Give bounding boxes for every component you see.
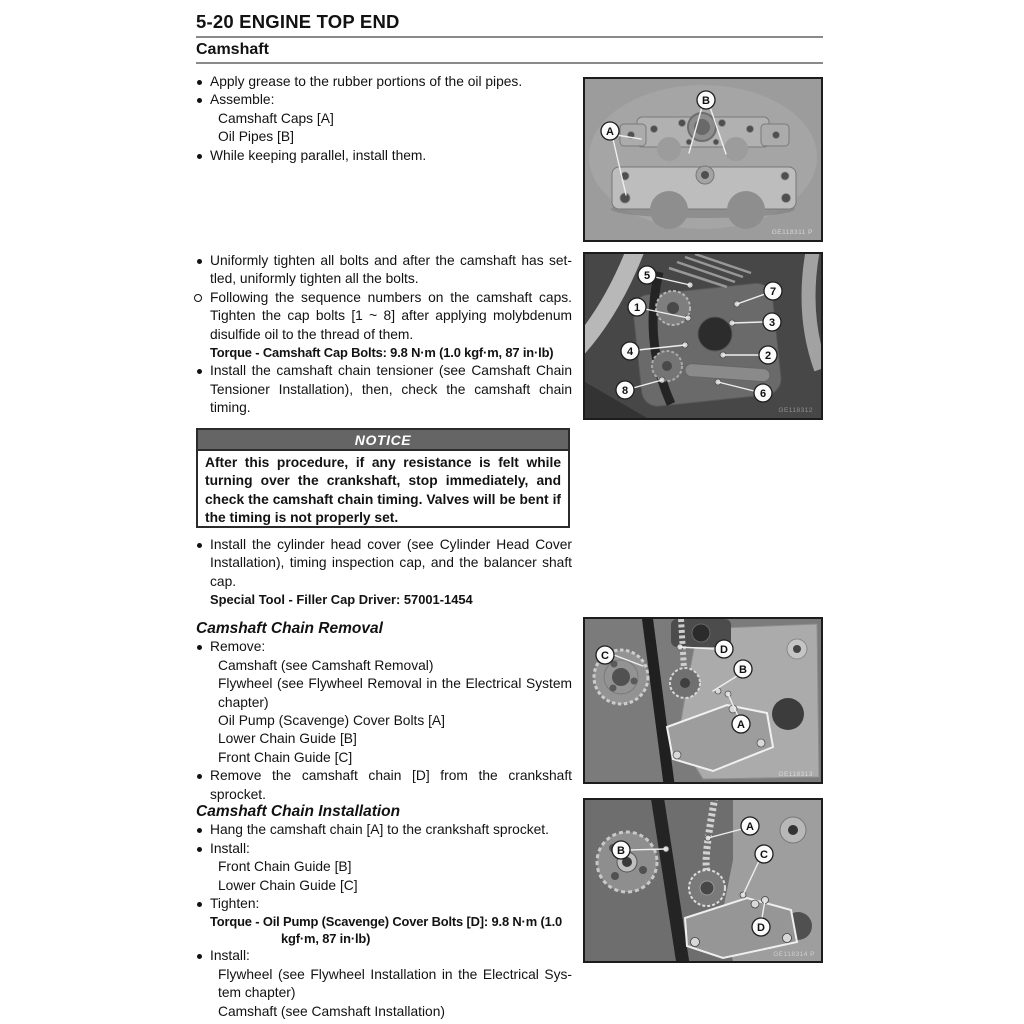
list-item: Camshaft Caps [A] (218, 110, 334, 126)
camshaft-caps-illustration (585, 79, 821, 240)
figure-callout-label: B (739, 664, 747, 676)
figure-callout (638, 266, 656, 284)
figure-watermark: GE118312 (778, 407, 813, 414)
figure-callout-label: C (760, 849, 768, 861)
list-item: Flywheel (see Flywheel Removal in the Electrical System chapter) (218, 676, 572, 710)
notice-body: After this procedure, if any resistance is felt while turning over the crankshaft, stop immediately, and check the camshaft chain timing. Valves will be bent if the timing is not properly set. (205, 455, 561, 525)
figure-callout-label: 6 (759, 388, 767, 400)
figure-callout-label: 1 (633, 302, 641, 314)
step-text: Install: (196, 947, 572, 965)
step-text: Install: (196, 840, 572, 858)
list-item: Camshaft (see Camshaft Installation) (218, 1003, 445, 1019)
figure-callout (752, 918, 770, 936)
notice-box (196, 428, 570, 528)
figure-callout (732, 715, 750, 733)
figure-callout (601, 122, 619, 140)
section-title: Camshaft (196, 41, 269, 58)
figure-callout (628, 298, 646, 316)
figure-callout-label: B (702, 95, 710, 107)
step-text: Remove the camshaft chain [D] from the crankshaft sprocket. (196, 767, 572, 804)
figure-chain-installation-photo (583, 798, 823, 963)
step-text: Install the camshaft chain tensioner (see Camshaft Chain Tensioner Installation), then, check the camshaft chain timing. (196, 362, 572, 417)
chain-installation-section (196, 803, 572, 1021)
figure-watermark: GE118313 (778, 771, 813, 778)
figure-callout-label: A (746, 821, 754, 833)
page-title: 5-20 ENGINE TOP END (196, 11, 400, 32)
figure-callout-label: 3 (768, 317, 776, 329)
list-item: Front Chain Guide [B] (218, 859, 352, 875)
figure-callout-label: B (617, 845, 625, 857)
figure-callout-label: 7 (769, 286, 777, 298)
figure-callout-label: A (606, 126, 614, 138)
step-text: Remove: (196, 638, 572, 656)
figure-callout (754, 384, 772, 402)
camshaft-install-steps-2 (196, 252, 572, 418)
figure-callout (734, 660, 752, 678)
chain-installation-illustration (585, 800, 821, 961)
figure-callout (763, 313, 781, 331)
step-text: Apply grease to the rubber portions of the oil pipes. (196, 73, 572, 91)
step-text: Assemble: (196, 91, 572, 109)
list-item: Oil Pipes [B] (218, 129, 294, 145)
note-text: Following the sequence numbers on the camshaft caps. Tighten the cap bolts [1 ~ 8] after applying molybdenum disulfide oil to the thread of them. (196, 289, 572, 344)
figure-callout (612, 841, 630, 859)
figure-watermark: GE118311 P (771, 229, 813, 236)
step-text: Tighten: (196, 895, 572, 913)
figure-callout-label: 5 (643, 270, 651, 282)
subsection-title: Camshaft Chain Installation (196, 803, 401, 820)
torque-spec: Torque - Oil Pump (Scavenge) Cover Bolts [D]: 9.8 N·m (1.0 kgf·m, 87 in·lb) (210, 914, 563, 947)
figure-cap-bolt-sequence-photo (583, 252, 823, 420)
list-item: Oil Pump (Scavenge) Cover Bolts [A] (218, 713, 445, 729)
figure-callout-label: A (737, 719, 745, 731)
camshaft-install-steps-1 (196, 73, 572, 165)
figure-callout (755, 845, 773, 863)
figure-callout (715, 640, 733, 658)
step-text: Uniformly tighten all bolts and after the camshaft has settled, uniformly tighten all the bolts. (196, 252, 572, 289)
figure-callout (741, 817, 759, 835)
figure-callout-label: D (757, 922, 765, 934)
figure-callout-label: 4 (626, 346, 634, 358)
list-item: Lower Chain Guide [B] (218, 731, 357, 747)
figure-callout-label: D (720, 644, 728, 656)
horizontal-rule (196, 62, 823, 64)
figure-callout (759, 346, 777, 364)
subsection-title: Camshaft Chain Removal (196, 620, 383, 637)
step-text: Install the cylinder head cover (see Cylinder Head Cover Installation), timing inspection cap, and the balancer shaft cap. (196, 536, 572, 591)
horizontal-rule (196, 36, 823, 38)
figure-callout-label: 8 (621, 385, 629, 397)
chain-removal-section (196, 620, 572, 804)
figure-watermark: GE118314 P (773, 951, 815, 958)
cap-bolt-sequence-illustration (585, 254, 821, 418)
figure-callout (697, 91, 715, 109)
figure-callout-label: 2 (764, 350, 772, 362)
step-text: While keeping parallel, install them. (196, 147, 572, 165)
figure-callout (764, 282, 782, 300)
figure-callout-label: C (601, 650, 609, 662)
list-item: Front Chain Guide [C] (218, 749, 353, 765)
list-item: Lower Chain Guide [C] (218, 877, 358, 893)
notice-header-bar (198, 430, 568, 451)
figure-camshaft-caps-photo (583, 77, 823, 242)
list-item: Flywheel (see Flywheel Installation in the Electrical System chapter) (218, 966, 572, 1001)
special-tool-spec: Special Tool - Filler Cap Driver: 57001-1454 (210, 592, 473, 608)
notice-title: NOTICE (354, 431, 412, 448)
figure-callout (621, 342, 639, 360)
camshaft-install-steps-3 (196, 536, 572, 610)
figure-callout (596, 646, 614, 664)
figure-chain-removal-photo (583, 617, 823, 784)
chain-removal-illustration (585, 619, 821, 782)
list-item: Camshaft (see Camshaft Removal) (218, 657, 434, 673)
torque-spec: Torque - Camshaft Cap Bolts: 9.8 N·m (1.0 kgf·m, 87 in·lb) (210, 345, 554, 361)
figure-callout (616, 381, 634, 399)
step-text: Hang the camshaft chain [A] to the crankshaft sprocket. (196, 821, 572, 839)
